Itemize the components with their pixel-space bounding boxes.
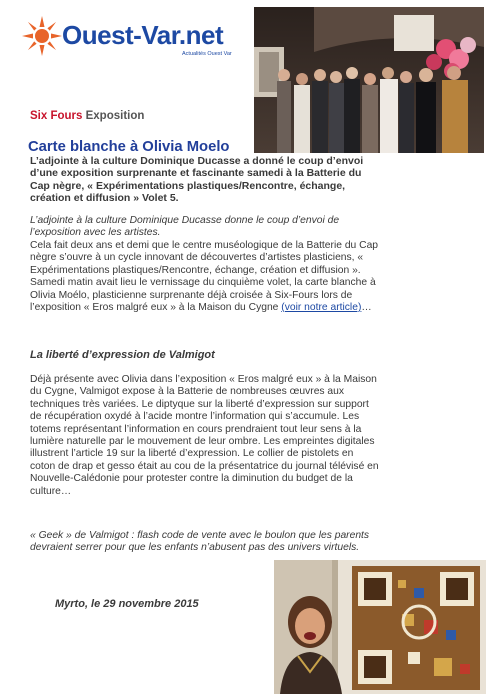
sun-icon xyxy=(22,16,62,56)
logo-tagline: Actualités Ouest Var xyxy=(182,51,232,57)
article-signature: Myrto, le 29 novembre 2015 xyxy=(55,598,199,610)
photo-caption-1: L’adjointe à la culture Dominique Ducasse donne le coup d’envoi de l’exposition avec les artistes. xyxy=(30,215,340,238)
group-photo-illustration xyxy=(254,7,484,153)
category-place[interactable]: Six Fours xyxy=(30,110,83,122)
photo-artists-group xyxy=(254,7,484,153)
article-paragraph-1 xyxy=(30,240,380,314)
article-lead: L’adjointe à la culture Dominique Ducasse a donné le coup d’envoi d’une exposition surprenante et fascinante samedi à la Batterie du Cap nègre, « Expérimentations plastiques/Rencontre, échange, création et diffusion » Volet 5. xyxy=(30,155,364,205)
photo-geek-artwork xyxy=(274,560,486,694)
article-paragraph-2: Déjà présente avec Olivia dans l’exposition « Eros malgré eux » à la Maison du Cygne, Valmigot expose à la Batterie de nombreuses œuvres aux techniques très variées. Le diptyque sur la liberté d’expression sur support de récupération oxydé à l’acide montre l’information qui s’accumule. Les totems représentant l’information en cours prendraient tout leur sens à la lumière naturelle par le mouvement de leur ombre. Les empreintes digitales illustrent l’article 19 sur la liberté d’expression. Le collier de pistolets en coton de drap et gesso était au cou de la présentatrice du journal télévisé en Nouvelle-Calédonie pour protester contre la diminution du budget de la culture… xyxy=(30,374,379,497)
article-category xyxy=(30,110,144,122)
logo-name: Ouest-Var.net xyxy=(62,20,224,50)
qr-code-artwork xyxy=(352,566,480,690)
article-subheading: La liberté d’expression de Valmigot xyxy=(30,349,215,361)
see-article-link[interactable]: (voir notre article) xyxy=(281,302,362,314)
paragraph-1-trail: … xyxy=(361,302,372,314)
artwork-photo-illustration xyxy=(274,560,486,694)
paragraph-1-text: Cela fait deux ans et demi que le centre muséologique de la Batterie du Cap nègre s’ouvre à un cycle innovant de découvertes d’artistes plasticiens, « Expérimentations plastiques/Rencontre, échange, création et diffusion ». Samedi matin avait lieu le vernissage du cinquième volet, la carte blanche à Olivia Moélo, plasticienne surprenante déjà croisée à Six-Fours lors de l’exposition « Eros malgré eux » à la Maison du Cygne xyxy=(30,240,379,314)
photo-caption-2: « Geek » de Valmigot : flash code de vente avec le boulon que les parents devraient serrer pour que les enfants n’abusent pas des univers virtuels. xyxy=(30,530,370,554)
category-section[interactable]: Exposition xyxy=(85,110,145,122)
site-logo[interactable] xyxy=(22,14,252,60)
article-title: Carte blanche à Olivia Moelo xyxy=(28,139,230,155)
